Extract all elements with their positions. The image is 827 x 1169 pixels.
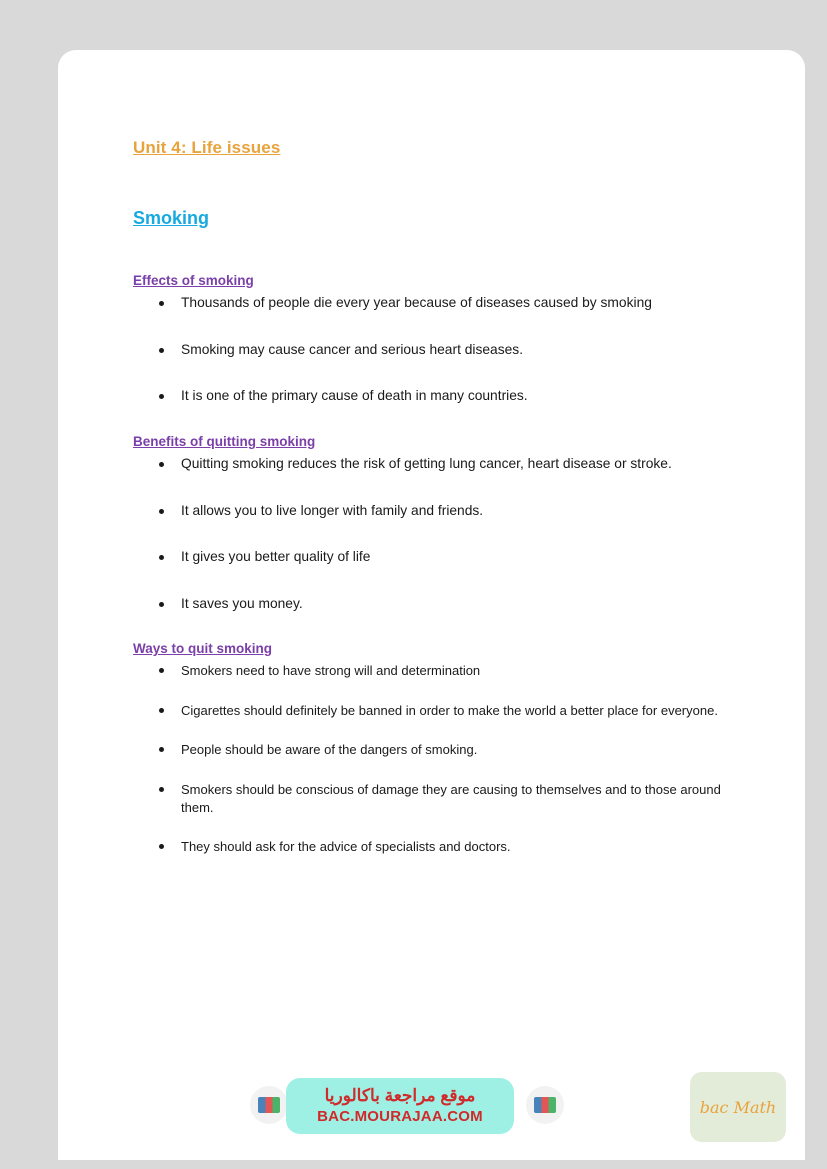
list-item: People should be aware of the dangers of smoking. (133, 741, 753, 759)
list-item: Smokers should be conscious of damage they are causing to themselves and to those around them. (133, 781, 753, 816)
bacmath-brand-label: bac Math (699, 1097, 777, 1117)
list-effects-of-smoking (133, 294, 753, 406)
page-frame (20, 18, 807, 1151)
subheading-effects-of-smoking: Effects of smoking (133, 273, 254, 288)
list-ways-to-quit-smoking (133, 662, 753, 855)
list-item: It gives you better quality of life (133, 548, 753, 567)
watermark-arabic-text: موقع مراجعة باكالوريا (324, 1086, 476, 1106)
bacmath-brand-badge (690, 1072, 786, 1142)
list-item: It is one of the primary cause of death in many countries. (133, 387, 753, 406)
watermark-url: BAC.MOURAJAA.COM (317, 1107, 483, 1125)
section-title: Smoking (133, 208, 210, 228)
watermark-banner (286, 1078, 514, 1134)
list-item: Cigarettes should definitely be banned in order to make the world a better place for everyone. (133, 702, 753, 720)
document-page (58, 50, 805, 1160)
list-benefits-of-quitting-smoking (133, 455, 753, 614)
subheading-benefits-of-quitting-smoking: Benefits of quitting smoking (133, 433, 316, 449)
list-item: Smokers need to have strong will and determination (133, 662, 753, 680)
site-logo-left-icon (250, 1086, 288, 1124)
document-content (133, 138, 753, 878)
list-item: Quitting smoking reduces the risk of getting lung cancer, heart disease or stroke. (133, 455, 753, 474)
list-item: Smoking may cause cancer and serious heart diseases. (133, 341, 753, 360)
list-item: They should ask for the advice of specialists and doctors. (133, 838, 753, 856)
list-item: It saves you money. (133, 595, 753, 614)
site-logo-right-icon (526, 1086, 564, 1124)
watermark-footer (58, 1070, 805, 1142)
list-item: It allows you to live longer with family and friends. (133, 502, 753, 521)
unit-title: Unit 4: Life issues (133, 138, 281, 157)
list-item: Thousands of people die every year because of diseases caused by smoking (133, 294, 753, 313)
subheading-ways-to-quit-smoking: Ways to quit smoking (133, 641, 273, 657)
